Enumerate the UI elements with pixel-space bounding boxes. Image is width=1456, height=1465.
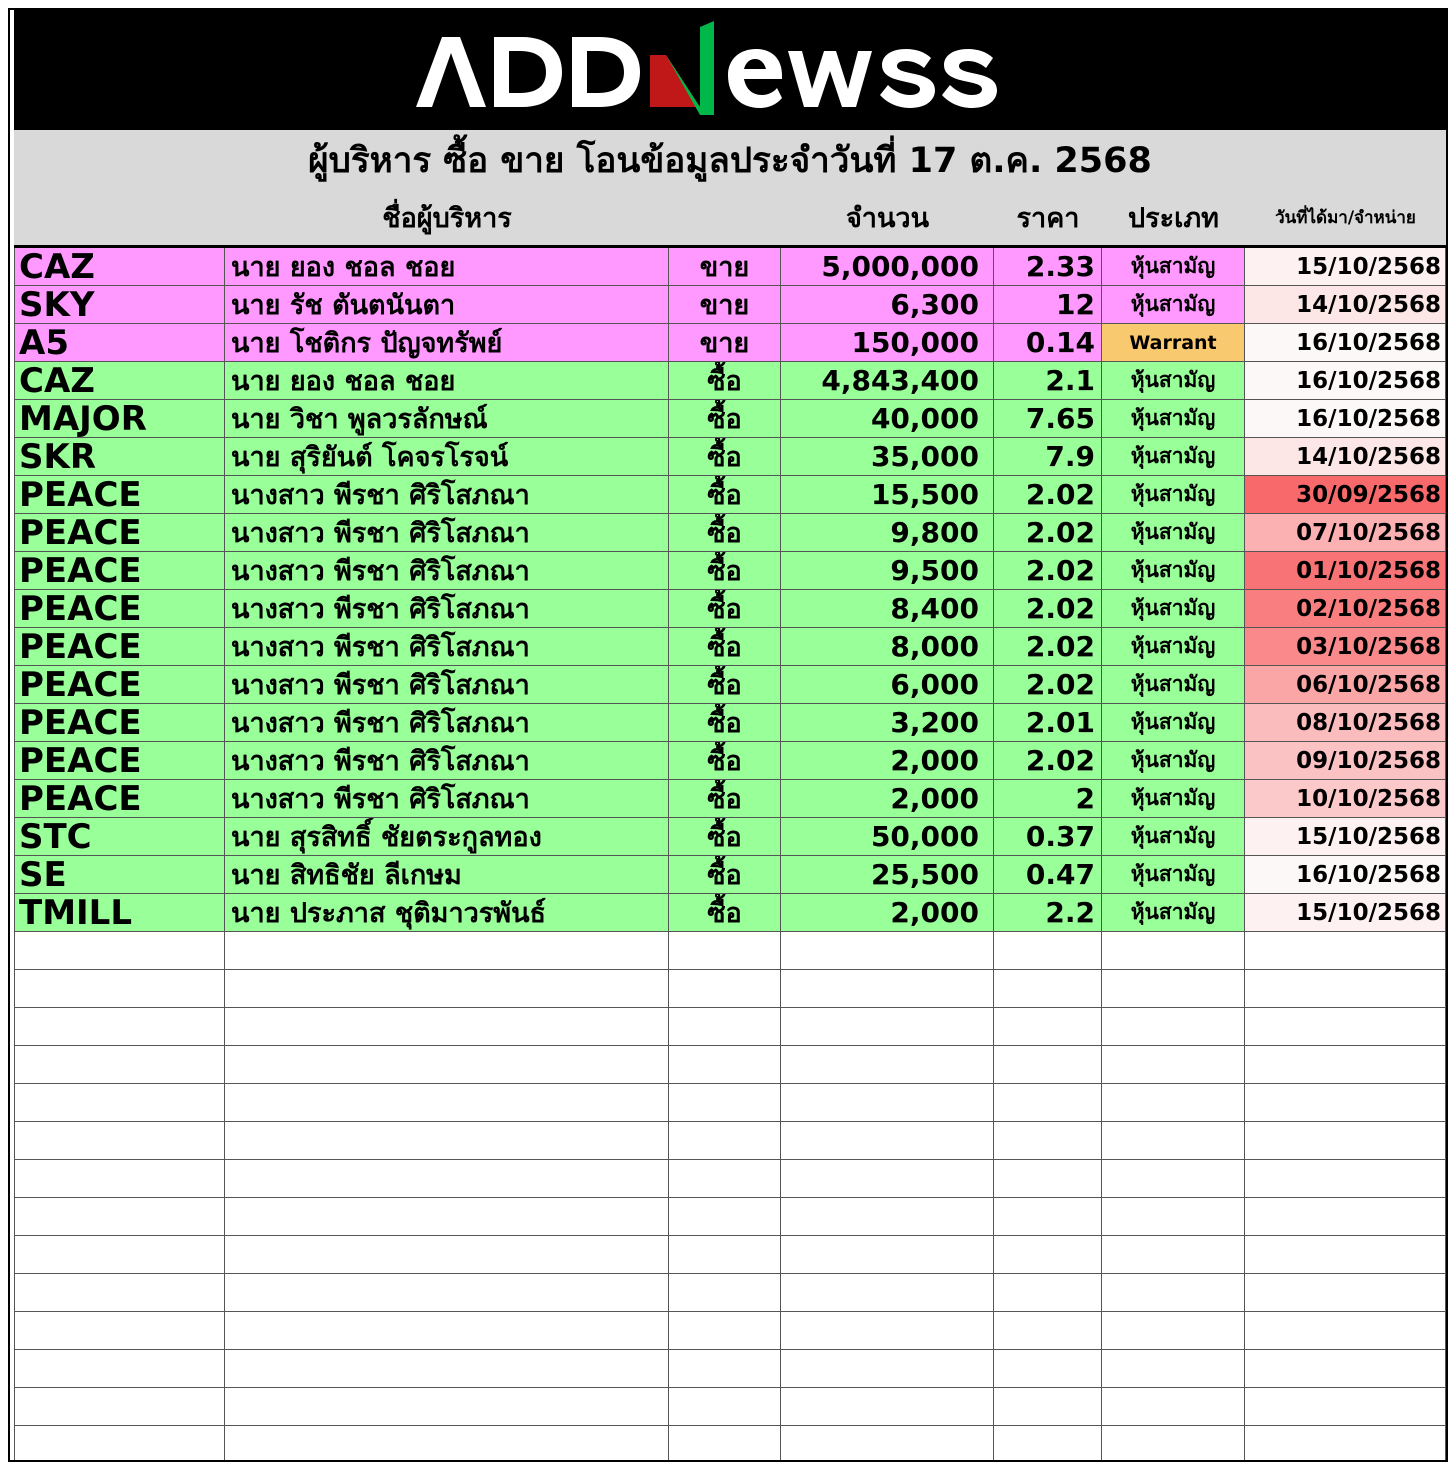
table-row (14, 818, 1446, 856)
ticker-cell: PEACE (14, 704, 225, 742)
table-row (14, 362, 1446, 400)
title-bar (14, 130, 1446, 190)
empty-action-cell (669, 1312, 781, 1350)
executive-name-cell: นางสาว พีรชา ศิริโสภณา (225, 590, 669, 628)
ticker-cell: SE (14, 856, 225, 894)
price-cell: 2.02 (994, 628, 1102, 666)
empty-executive-name-cell (225, 932, 669, 970)
table-row (14, 514, 1446, 552)
price-cell: 2.2 (994, 894, 1102, 932)
executive-name-cell: นางสาว พีรชา ศิริโสภณา (225, 666, 669, 704)
security-type-cell: หุ้นสามัญ (1102, 742, 1245, 780)
empty-action-cell (669, 1046, 781, 1084)
table-row (14, 704, 1446, 742)
empty-table-row (14, 1084, 1446, 1122)
action-cell: ซื้อ (669, 400, 781, 438)
security-type-cell: หุ้นสามัญ (1102, 704, 1245, 742)
empty-executive-name-cell (225, 1274, 669, 1312)
security-type-cell: หุ้นสามัญ (1102, 666, 1245, 704)
logo-banner (14, 10, 1446, 130)
empty-table-row (14, 1198, 1446, 1236)
addnewss-logo (410, 15, 1050, 125)
empty-price-cell (994, 970, 1102, 1008)
action-cell: ซื้อ (669, 894, 781, 932)
empty-security-type-cell (1102, 1122, 1245, 1160)
date-cell: 10/10/2568 (1245, 780, 1446, 818)
empty-price-cell (994, 1350, 1102, 1388)
quantity-cell: 6,300 (781, 286, 994, 324)
executive-name-cell: นางสาว พีรชา ศิริโสภณา (225, 476, 669, 514)
security-type-cell: หุ้นสามัญ (1102, 400, 1245, 438)
action-cell: ซื้อ (669, 742, 781, 780)
empty-price-cell (994, 1198, 1102, 1236)
executive-name-cell: นาย ประภาส ชุติมาวรพันธ์ (225, 894, 669, 932)
empty-price-cell (994, 1160, 1102, 1198)
executive-name-cell: นางสาว พีรชา ศิริโสภณา (225, 780, 669, 818)
empty-date-cell (1245, 1274, 1446, 1312)
date-cell: 15/10/2568 (1245, 894, 1446, 932)
quantity-cell: 25,500 (781, 856, 994, 894)
empty-date-cell (1245, 1046, 1446, 1084)
empty-action-cell (669, 1122, 781, 1160)
date-cell: 08/10/2568 (1245, 704, 1446, 742)
executive-name-cell: นางสาว พีรชา ศิริโสภณา (225, 704, 669, 742)
quantity-cell: 150,000 (781, 324, 994, 362)
empty-table-row (14, 1312, 1446, 1350)
empty-price-cell (994, 1046, 1102, 1084)
empty-ticker-cell (14, 1236, 225, 1274)
table-row (14, 286, 1446, 324)
empty-ticker-cell (14, 1160, 225, 1198)
empty-table-row (14, 1426, 1446, 1462)
quantity-cell: 3,200 (781, 704, 994, 742)
empty-date-cell (1245, 1350, 1446, 1388)
date-cell: 30/09/2568 (1245, 476, 1446, 514)
empty-executive-name-cell (225, 1426, 669, 1462)
empty-ticker-cell (14, 1274, 225, 1312)
empty-table-row (14, 1388, 1446, 1426)
executive-name-cell: นางสาว พีรชา ศิริโสภณา (225, 628, 669, 666)
empty-quantity-cell (781, 1084, 994, 1122)
executive-name-cell: นาย สุริยันต์ โคจรโรจน์ (225, 438, 669, 476)
security-type-cell: Warrant (1102, 324, 1245, 362)
action-cell: ซื้อ (669, 704, 781, 742)
empty-quantity-cell (781, 1388, 994, 1426)
empty-ticker-cell (14, 1008, 225, 1046)
executive-name-cell: นาย ยอง ชอล ชอย (225, 248, 669, 286)
empty-action-cell (669, 1084, 781, 1122)
table-header (14, 190, 1446, 248)
empty-table-row (14, 1236, 1446, 1274)
empty-executive-name-cell (225, 1160, 669, 1198)
empty-action-cell (669, 1350, 781, 1388)
action-cell: ซื้อ (669, 552, 781, 590)
price-cell: 0.47 (994, 856, 1102, 894)
date-cell: 09/10/2568 (1245, 742, 1446, 780)
empty-quantity-cell (781, 1312, 994, 1350)
ticker-cell: SKR (14, 438, 225, 476)
empty-date-cell (1245, 1084, 1446, 1122)
date-cell: 16/10/2568 (1245, 856, 1446, 894)
empty-ticker-cell (14, 1388, 225, 1426)
empty-price-cell (994, 1084, 1102, 1122)
action-cell: ขาย (669, 248, 781, 286)
quantity-cell: 9,800 (781, 514, 994, 552)
ticker-cell: A5 (14, 324, 225, 362)
executive-name-cell: นางสาว พีรชา ศิริโสภณา (225, 552, 669, 590)
empty-executive-name-cell (225, 1236, 669, 1274)
action-cell: ซื้อ (669, 590, 781, 628)
ticker-cell: PEACE (14, 780, 225, 818)
table-row (14, 666, 1446, 704)
empty-ticker-cell (14, 1084, 225, 1122)
empty-quantity-cell (781, 1046, 994, 1084)
empty-price-cell (994, 1008, 1102, 1046)
empty-quantity-cell (781, 1008, 994, 1046)
date-cell: 16/10/2568 (1245, 324, 1446, 362)
empty-security-type-cell (1102, 932, 1245, 970)
empty-quantity-cell (781, 1350, 994, 1388)
empty-executive-name-cell (225, 1350, 669, 1388)
empty-quantity-cell (781, 1426, 994, 1462)
date-cell: 15/10/2568 (1245, 248, 1446, 286)
empty-quantity-cell (781, 1122, 994, 1160)
security-type-cell: หุ้นสามัญ (1102, 856, 1245, 894)
executive-name-cell: นางสาว พีรชา ศิริโสภณา (225, 514, 669, 552)
security-type-cell: หุ้นสามัญ (1102, 590, 1245, 628)
empty-action-cell (669, 1426, 781, 1462)
quantity-cell: 15,500 (781, 476, 994, 514)
empty-table-row (14, 932, 1446, 970)
executive-name-cell: นาย สิทธิชัย ลีเกษม (225, 856, 669, 894)
table-row (14, 742, 1446, 780)
price-cell: 2 (994, 780, 1102, 818)
quantity-cell: 2,000 (781, 780, 994, 818)
table-row (14, 476, 1446, 514)
ticker-cell: SKY (14, 286, 225, 324)
quantity-cell: 40,000 (781, 400, 994, 438)
empty-security-type-cell (1102, 1236, 1245, 1274)
date-cell: 06/10/2568 (1245, 666, 1446, 704)
empty-quantity-cell (781, 1274, 994, 1312)
date-cell: 14/10/2568 (1245, 286, 1446, 324)
empty-security-type-cell (1102, 970, 1245, 1008)
executive-name-cell: นางสาว พีรชา ศิริโสภณา (225, 742, 669, 780)
date-cell: 15/10/2568 (1245, 818, 1446, 856)
quantity-cell: 5,000,000 (781, 248, 994, 286)
header-price: ราคา (1016, 203, 1080, 234)
price-cell: 2.02 (994, 666, 1102, 704)
report-title: ผู้บริหาร ซื้อ ขาย โอนข้อมูลประจำวันที่ 17 ต.ค. 2568 (308, 140, 1152, 181)
empty-date-cell (1245, 1236, 1446, 1274)
action-cell: ซื้อ (669, 438, 781, 476)
quantity-cell: 2,000 (781, 894, 994, 932)
empty-date-cell (1245, 1426, 1446, 1462)
ticker-cell: TMILL (14, 894, 225, 932)
executive-name-cell: นาย สุรสิทธิ์ ชัยตระกูลทอง (225, 818, 669, 856)
empty-date-cell (1245, 932, 1446, 970)
empty-security-type-cell (1102, 1008, 1245, 1046)
empty-executive-name-cell (225, 1312, 669, 1350)
price-cell: 2.33 (994, 248, 1102, 286)
empty-price-cell (994, 1274, 1102, 1312)
quantity-cell: 9,500 (781, 552, 994, 590)
ticker-cell: PEACE (14, 552, 225, 590)
empty-security-type-cell (1102, 1160, 1245, 1198)
security-type-cell: หุ้นสามัญ (1102, 248, 1245, 286)
executive-name-cell: นาย วิชา พูลวรลักษณ์ (225, 400, 669, 438)
table-row (14, 856, 1446, 894)
price-cell: 2.02 (994, 590, 1102, 628)
empty-security-type-cell (1102, 1084, 1245, 1122)
empty-table-row (14, 1350, 1446, 1388)
quantity-cell: 35,000 (781, 438, 994, 476)
table-row (14, 628, 1446, 666)
ticker-cell: CAZ (14, 248, 225, 286)
empty-executive-name-cell (225, 1084, 669, 1122)
ticker-cell: STC (14, 818, 225, 856)
security-type-cell: หุ้นสามัญ (1102, 438, 1245, 476)
empty-ticker-cell (14, 1312, 225, 1350)
empty-date-cell (1245, 1122, 1446, 1160)
date-cell: 02/10/2568 (1245, 590, 1446, 628)
empty-security-type-cell (1102, 1198, 1245, 1236)
empty-action-cell (669, 970, 781, 1008)
empty-action-cell (669, 1236, 781, 1274)
table-row (14, 248, 1446, 286)
empty-ticker-cell (14, 1426, 225, 1462)
security-type-cell: หุ้นสามัญ (1102, 286, 1245, 324)
empty-executive-name-cell (225, 1198, 669, 1236)
table-row (14, 894, 1446, 932)
empty-executive-name-cell (225, 1388, 669, 1426)
empty-action-cell (669, 1388, 781, 1426)
date-cell: 01/10/2568 (1245, 552, 1446, 590)
header-type: ประเภท (1128, 203, 1219, 234)
ticker-cell: CAZ (14, 362, 225, 400)
price-cell: 2.01 (994, 704, 1102, 742)
empty-price-cell (994, 1236, 1102, 1274)
action-cell: ซื้อ (669, 856, 781, 894)
security-type-cell: หุ้นสามัญ (1102, 628, 1245, 666)
empty-security-type-cell (1102, 1350, 1245, 1388)
empty-quantity-cell (781, 932, 994, 970)
table-row (14, 324, 1446, 362)
ticker-cell: PEACE (14, 514, 225, 552)
action-cell: ซื้อ (669, 666, 781, 704)
price-cell: 2.02 (994, 552, 1102, 590)
quantity-cell: 2,000 (781, 742, 994, 780)
empty-quantity-cell (781, 1160, 994, 1198)
table-row (14, 780, 1446, 818)
action-cell: ขาย (669, 286, 781, 324)
table-row (14, 552, 1446, 590)
empty-quantity-cell (781, 1198, 994, 1236)
action-cell: ซื้อ (669, 780, 781, 818)
action-cell: ซื้อ (669, 476, 781, 514)
report-frame (8, 8, 1448, 1462)
price-cell: 2.02 (994, 514, 1102, 552)
empty-table-row (14, 1160, 1446, 1198)
header-name: ชื่อผู้บริหาร (382, 203, 512, 234)
empty-price-cell (994, 1312, 1102, 1350)
action-cell: ซื้อ (669, 818, 781, 856)
quantity-cell: 6,000 (781, 666, 994, 704)
empty-action-cell (669, 1160, 781, 1198)
header-quantity: จำนวน (845, 203, 930, 234)
quantity-cell: 4,843,400 (781, 362, 994, 400)
table-row (14, 590, 1446, 628)
ticker-cell: PEACE (14, 742, 225, 780)
empty-ticker-cell (14, 1350, 225, 1388)
empty-ticker-cell (14, 1122, 225, 1160)
price-cell: 2.02 (994, 476, 1102, 514)
executive-name-cell: นาย รัช ตันตนันตา (225, 286, 669, 324)
action-cell: ซื้อ (669, 514, 781, 552)
empty-price-cell (994, 932, 1102, 970)
executive-name-cell: นาย โชติกร ปัญจทรัพย์ (225, 324, 669, 362)
date-cell: 16/10/2568 (1245, 362, 1446, 400)
empty-action-cell (669, 1008, 781, 1046)
price-cell: 0.37 (994, 818, 1102, 856)
empty-executive-name-cell (225, 1046, 669, 1084)
header-date: วันที่ได้มา/จำหน่าย (1275, 208, 1416, 228)
price-cell: 12 (994, 286, 1102, 324)
empty-table-row (14, 970, 1446, 1008)
empty-security-type-cell (1102, 1312, 1245, 1350)
date-cell: 16/10/2568 (1245, 400, 1446, 438)
date-cell: 03/10/2568 (1245, 628, 1446, 666)
empty-table-row (14, 1046, 1446, 1084)
empty-ticker-cell (14, 932, 225, 970)
empty-ticker-cell (14, 970, 225, 1008)
empty-ticker-cell (14, 1046, 225, 1084)
empty-price-cell (994, 1122, 1102, 1160)
ticker-cell: PEACE (14, 666, 225, 704)
empty-security-type-cell (1102, 1046, 1245, 1084)
empty-price-cell (994, 1388, 1102, 1426)
security-type-cell: หุ้นสามัญ (1102, 514, 1245, 552)
price-cell: 7.65 (994, 400, 1102, 438)
empty-ticker-cell (14, 1198, 225, 1236)
security-type-cell: หุ้นสามัญ (1102, 476, 1245, 514)
empty-table-row (14, 1274, 1446, 1312)
empty-quantity-cell (781, 970, 994, 1008)
action-cell: ซื้อ (669, 362, 781, 400)
empty-action-cell (669, 1274, 781, 1312)
quantity-cell: 8,400 (781, 590, 994, 628)
empty-date-cell (1245, 1160, 1446, 1198)
empty-action-cell (669, 1198, 781, 1236)
quantity-cell: 50,000 (781, 818, 994, 856)
ticker-cell: MAJOR (14, 400, 225, 438)
price-cell: 2.02 (994, 742, 1102, 780)
empty-date-cell (1245, 1008, 1446, 1046)
price-cell: 7.9 (994, 438, 1102, 476)
ticker-cell: PEACE (14, 476, 225, 514)
empty-executive-name-cell (225, 1122, 669, 1160)
date-cell: 07/10/2568 (1245, 514, 1446, 552)
security-type-cell: หุ้นสามัญ (1102, 894, 1245, 932)
empty-executive-name-cell (225, 1008, 669, 1046)
empty-date-cell (1245, 1388, 1446, 1426)
table-row (14, 438, 1446, 476)
empty-security-type-cell (1102, 1274, 1245, 1312)
action-cell: ขาย (669, 324, 781, 362)
ticker-cell: PEACE (14, 590, 225, 628)
security-type-cell: หุ้นสามัญ (1102, 780, 1245, 818)
empty-date-cell (1245, 1312, 1446, 1350)
empty-security-type-cell (1102, 1426, 1245, 1462)
empty-quantity-cell (781, 1236, 994, 1274)
date-cell: 14/10/2568 (1245, 438, 1446, 476)
security-type-cell: หุ้นสามัญ (1102, 362, 1245, 400)
executive-name-cell: นาย ยอง ชอล ชอย (225, 362, 669, 400)
ticker-cell: PEACE (14, 628, 225, 666)
empty-table-row (14, 1008, 1446, 1046)
quantity-cell: 8,000 (781, 628, 994, 666)
table-row (14, 400, 1446, 438)
empty-date-cell (1245, 970, 1446, 1008)
price-cell: 2.1 (994, 362, 1102, 400)
action-cell: ซื้อ (669, 628, 781, 666)
empty-security-type-cell (1102, 1388, 1245, 1426)
security-type-cell: หุ้นสามัญ (1102, 552, 1245, 590)
security-type-cell: หุ้นสามัญ (1102, 818, 1245, 856)
empty-executive-name-cell (225, 970, 669, 1008)
empty-date-cell (1245, 1198, 1446, 1236)
empty-price-cell (994, 1426, 1102, 1462)
empty-table-row (14, 1122, 1446, 1160)
price-cell: 0.14 (994, 324, 1102, 362)
empty-action-cell (669, 932, 781, 970)
